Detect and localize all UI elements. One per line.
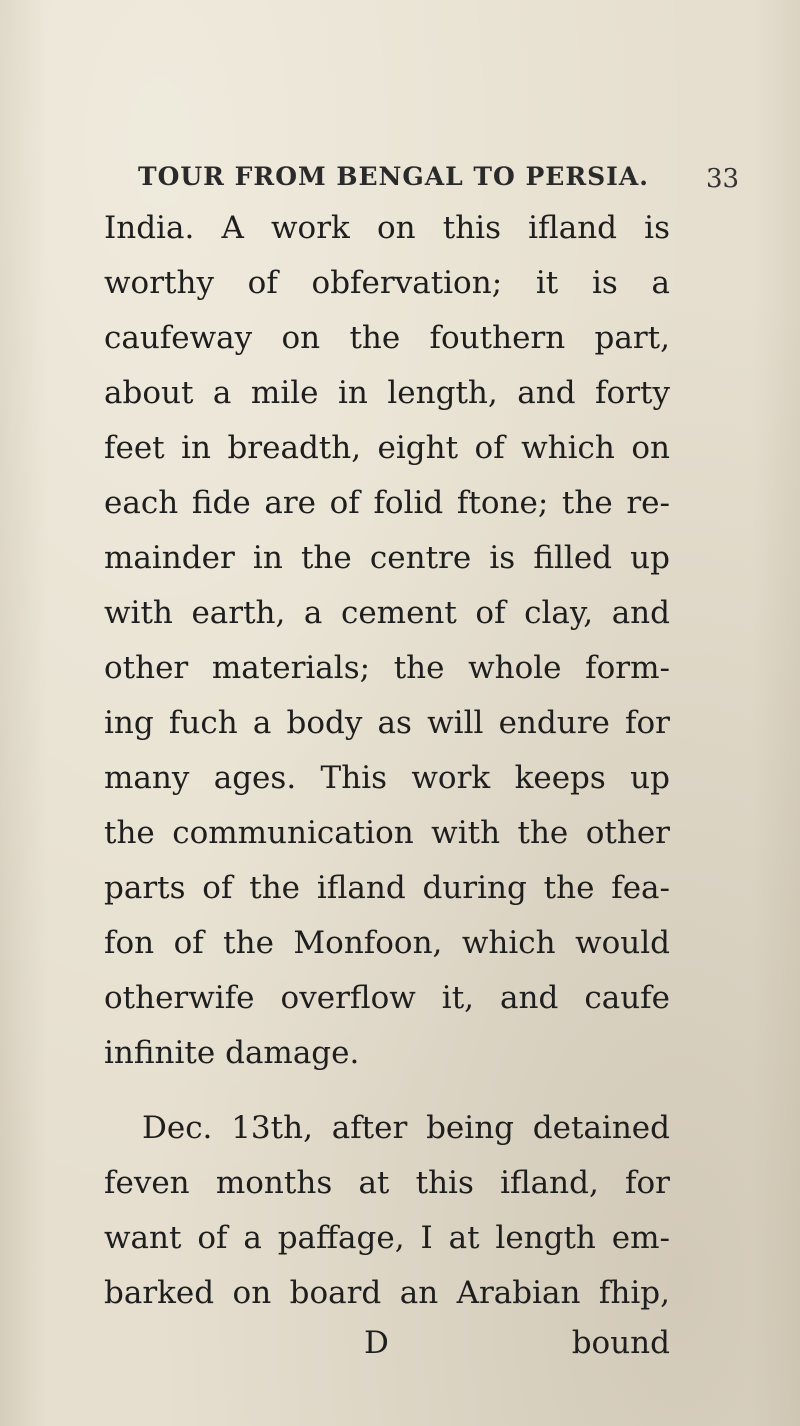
text-line: ing fuch a body as will endure for xyxy=(104,705,670,741)
text-line: want of a paffage, I at length em- xyxy=(104,1220,670,1256)
text-line: with earth, a cement of clay, and xyxy=(104,595,670,631)
text-line: caufeway on the fouthern part, xyxy=(104,320,670,356)
text-line: other materials; the whole form- xyxy=(104,650,670,686)
text-line: infinite damage. xyxy=(104,1035,360,1071)
signature-mark: D xyxy=(364,1325,389,1361)
text-line: the communication with the other xyxy=(104,815,670,851)
page-number: 33 xyxy=(706,164,740,194)
text-line: feet in breadth, eight of which on xyxy=(104,430,670,466)
text-line: feven months at this ifland, for xyxy=(104,1165,670,1201)
text-line: otherwife overflow it, and caufe xyxy=(104,980,670,1016)
text-line: worthy of obfervation; it is a xyxy=(104,265,670,301)
text-line: Dec. 13th, after being detained xyxy=(142,1110,670,1146)
text-line: barked on board an Arabian fhip, xyxy=(104,1275,670,1311)
running-head: TOUR FROM BENGAL TO PERSIA. xyxy=(138,162,649,191)
text-line: India. A work on this ifland is xyxy=(104,210,670,246)
catchword: bound xyxy=(571,1325,670,1361)
text-line: mainder in the centre is filled up xyxy=(104,540,670,576)
text-line: many ages. This work keeps up xyxy=(104,760,670,796)
signature-catchword-row xyxy=(104,1325,670,1369)
text-line: parts of the ifland during the fea- xyxy=(104,870,670,906)
text-line: each fide are of folid ftone; the re- xyxy=(104,485,670,521)
text-line: fon of the Monfoon, which would xyxy=(104,925,670,961)
text-line: about a mile in length, and forty xyxy=(104,375,670,411)
